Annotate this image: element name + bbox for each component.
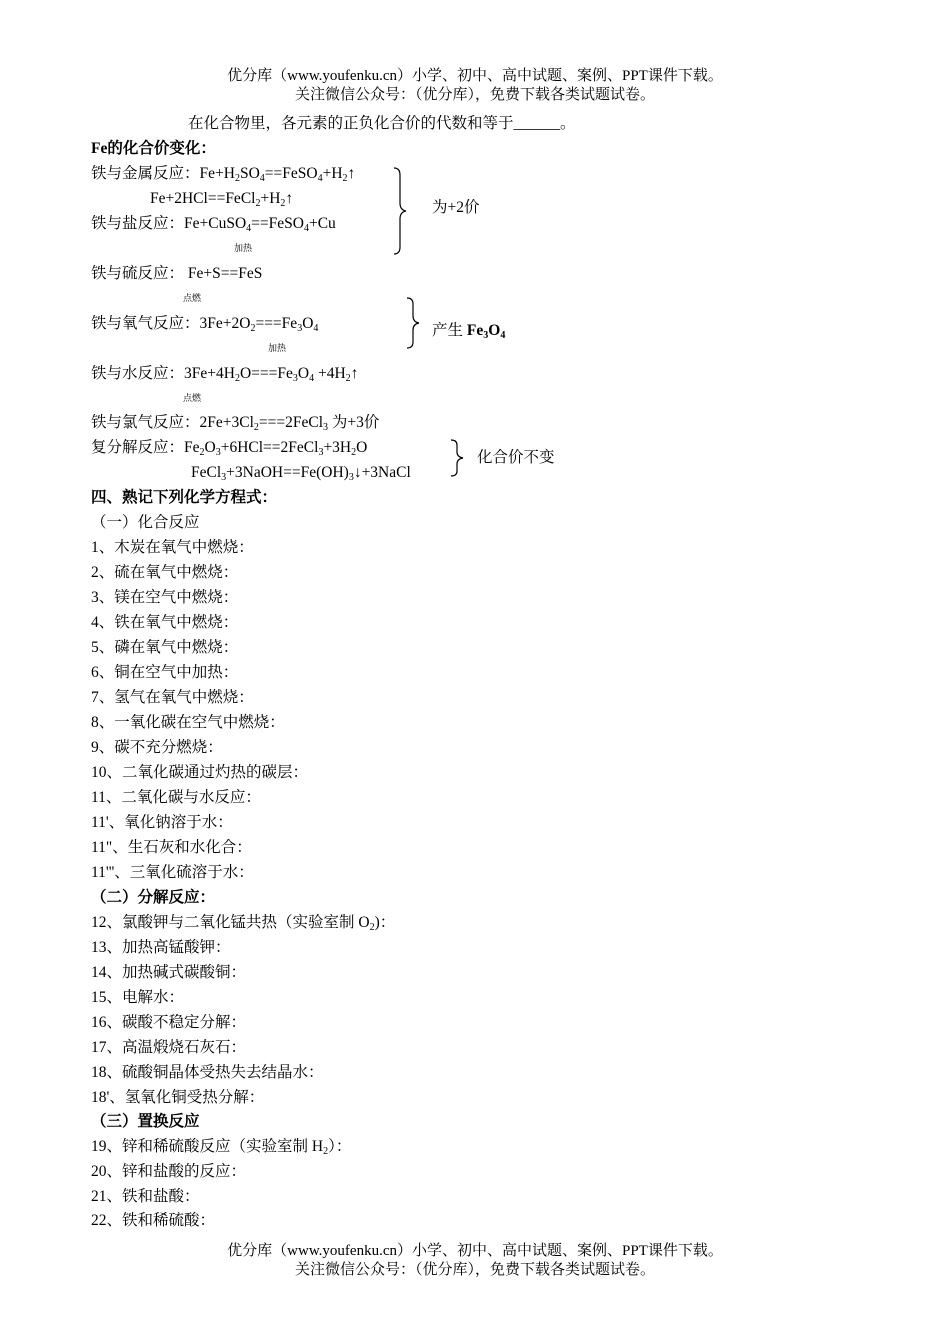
right-brace-unchanged xyxy=(449,439,469,477)
right-brace-plus2 xyxy=(392,167,412,255)
fe-sulfur-reaction xyxy=(91,264,262,284)
list-item: 14、加热碱式碳酸铜： xyxy=(91,964,247,981)
footer-line-2: 关注微信公众号：（优分库），免费下载各类试题试卷。 xyxy=(294,1262,655,1278)
note-plus3-valence: 为+3价 xyxy=(331,414,380,431)
list-item: 15、电解水： xyxy=(91,989,185,1006)
list-item: 6、铜在空气中加热： xyxy=(91,664,239,681)
sub3-title: （三）置换反应 xyxy=(91,1113,200,1130)
list-item-12 xyxy=(91,913,395,933)
condition-ignite-oxygen: 点燃 xyxy=(183,293,202,303)
section4-title: 四、熟记下列化学方程式： xyxy=(91,489,278,506)
list-item: 16、碳酸不稳定分解： xyxy=(91,1014,247,1031)
note-fe3o4-prefix: 产生 xyxy=(432,322,467,339)
fe-sulfur-equation: Fe+S==FeS xyxy=(184,265,263,282)
double-decomposition-label: 复分解反应： xyxy=(91,439,185,456)
list-item: 20、锌和盐酸的反应： xyxy=(91,1163,247,1180)
fe-sulfur-label: 铁与硫反应： xyxy=(91,265,185,282)
header-line-1: 优分库（www.youfenku.cn）小学、初中、高中试题、案例、PPT课件下载。 xyxy=(227,68,723,84)
fe-metal-label: 铁与金属反应： xyxy=(91,165,200,182)
list-item: 9、碳不充分燃烧： xyxy=(91,739,223,756)
list-item: 4、铁在氧气中燃烧： xyxy=(91,614,239,631)
list-item: 22、铁和稀硫酸： xyxy=(91,1212,216,1229)
item12-formula: $O_2$)： xyxy=(354,914,396,933)
item12-text: 12、氯酸钾与二氧化锰共热（实验室制 xyxy=(91,914,355,931)
list-item: 8、一氧化碳在空气中燃烧： xyxy=(91,714,285,731)
footer-line-1: 优分库（www.youfenku.cn）小学、初中、高中试题、案例、PPT课件下载。 xyxy=(227,1243,723,1259)
intro-sentence: 在化合物里，各元素的正负化合价的代数和等于______。 xyxy=(188,115,576,132)
fe-water-reaction xyxy=(91,364,358,384)
list-item: 11'''、三氧化硫溶于水： xyxy=(91,864,254,881)
item19-text: 19、锌和稀硫酸反应（实验室制 xyxy=(91,1138,309,1155)
fe-metal-equation: $Fe+H_2SO_4==FeSO_4+H_2↑$ xyxy=(199,165,356,184)
fe-chlorine-label: 铁与氯气反应： xyxy=(91,414,200,431)
list-item: 1、木炭在氧气中燃烧： xyxy=(91,539,254,556)
note-fe3o4-formula: $Fe_3O_4$ xyxy=(466,322,506,341)
double-decomposition-reaction xyxy=(91,438,367,458)
list-item-19 xyxy=(91,1137,351,1157)
fe-water-label: 铁与水反应： xyxy=(91,365,185,382)
list-item: 17、高温煅烧石灰石： xyxy=(91,1039,247,1056)
fe-water-equation: $3Fe+4H_2O===Fe_3O_4$ $+4H_2↑$ xyxy=(184,365,359,384)
condition-heat-water: 加热 xyxy=(268,343,287,353)
condition-heat-sulfur: 加热 xyxy=(234,243,253,253)
sub1-title: （一）化合反应 xyxy=(91,514,200,531)
list-item: 18'、氢氧化铜受热分解： xyxy=(91,1089,265,1106)
fe-chlorine-equation: $2Fe+3Cl_2===2FeCl_3$ xyxy=(199,414,329,433)
list-item: 10、二氧化碳通过灼热的碳层： xyxy=(91,764,309,781)
list-item: 21、铁和盐酸： xyxy=(91,1188,200,1205)
fe-oxygen-label: 铁与氧气反应： xyxy=(91,315,200,332)
list-item: 18、硫酸铜晶体受热失去结晶水： xyxy=(91,1064,324,1081)
fe-hcl-equation: $Fe+2HCl==FeCl_2+H_2↑$ xyxy=(150,190,294,209)
list-item: 3、镁在空气中燃烧： xyxy=(91,589,239,606)
fe-metal-reaction xyxy=(91,164,355,184)
fe-salt-equation: Fe+CuSO$_4$==FeSO$_4$+Cu xyxy=(184,215,336,234)
fe-section-title: Fe的化合价变化： xyxy=(91,140,216,157)
right-brace-fe3o4 xyxy=(405,297,425,349)
fe2o3-hcl-equation: $Fe_2O_3+6HCl==2FeCl_3+3H_2O$ xyxy=(184,439,368,458)
fecl3-naoh-equation: $FeCl_3+3NaOH==Fe(OH)_3↓+3NaCl$ xyxy=(191,464,411,483)
list-item: 5、磷在氧气中燃烧： xyxy=(91,639,239,656)
note-valence-unchanged: 化合价不变 xyxy=(477,449,555,466)
item19-formula: $H_2$）： xyxy=(308,1138,352,1157)
list-item: 11"、生石灰和水化合： xyxy=(91,839,252,856)
condition-ignite-chlorine: 点燃 xyxy=(183,393,202,403)
fe-salt-label: 铁与盐反应： xyxy=(91,215,185,232)
header-line-2: 关注微信公众号：（优分库），免费下载各类试题试卷。 xyxy=(294,87,655,103)
list-item: 7、氢气在氧气中燃烧： xyxy=(91,689,254,706)
fe-salt-reaction xyxy=(91,214,336,234)
note-plus2-valence: 为+2价 xyxy=(432,199,480,216)
list-item: 13、加热高锰酸钾： xyxy=(91,939,231,956)
fe-oxygen-equation: $3Fe+2O_2===Fe_3O_4$ xyxy=(199,315,319,334)
note-fe3o4 xyxy=(432,321,505,341)
list-item: 11、二氧化碳与水反应： xyxy=(91,789,261,806)
sub2-title: （二）分解反应： xyxy=(91,889,216,906)
fe-chlorine-reaction xyxy=(91,413,379,433)
list-item: 11'、氧化钠溶于水： xyxy=(91,814,233,831)
fe-oxygen-reaction xyxy=(91,314,318,334)
list-item: 2、硫在氧气中燃烧： xyxy=(91,564,239,581)
